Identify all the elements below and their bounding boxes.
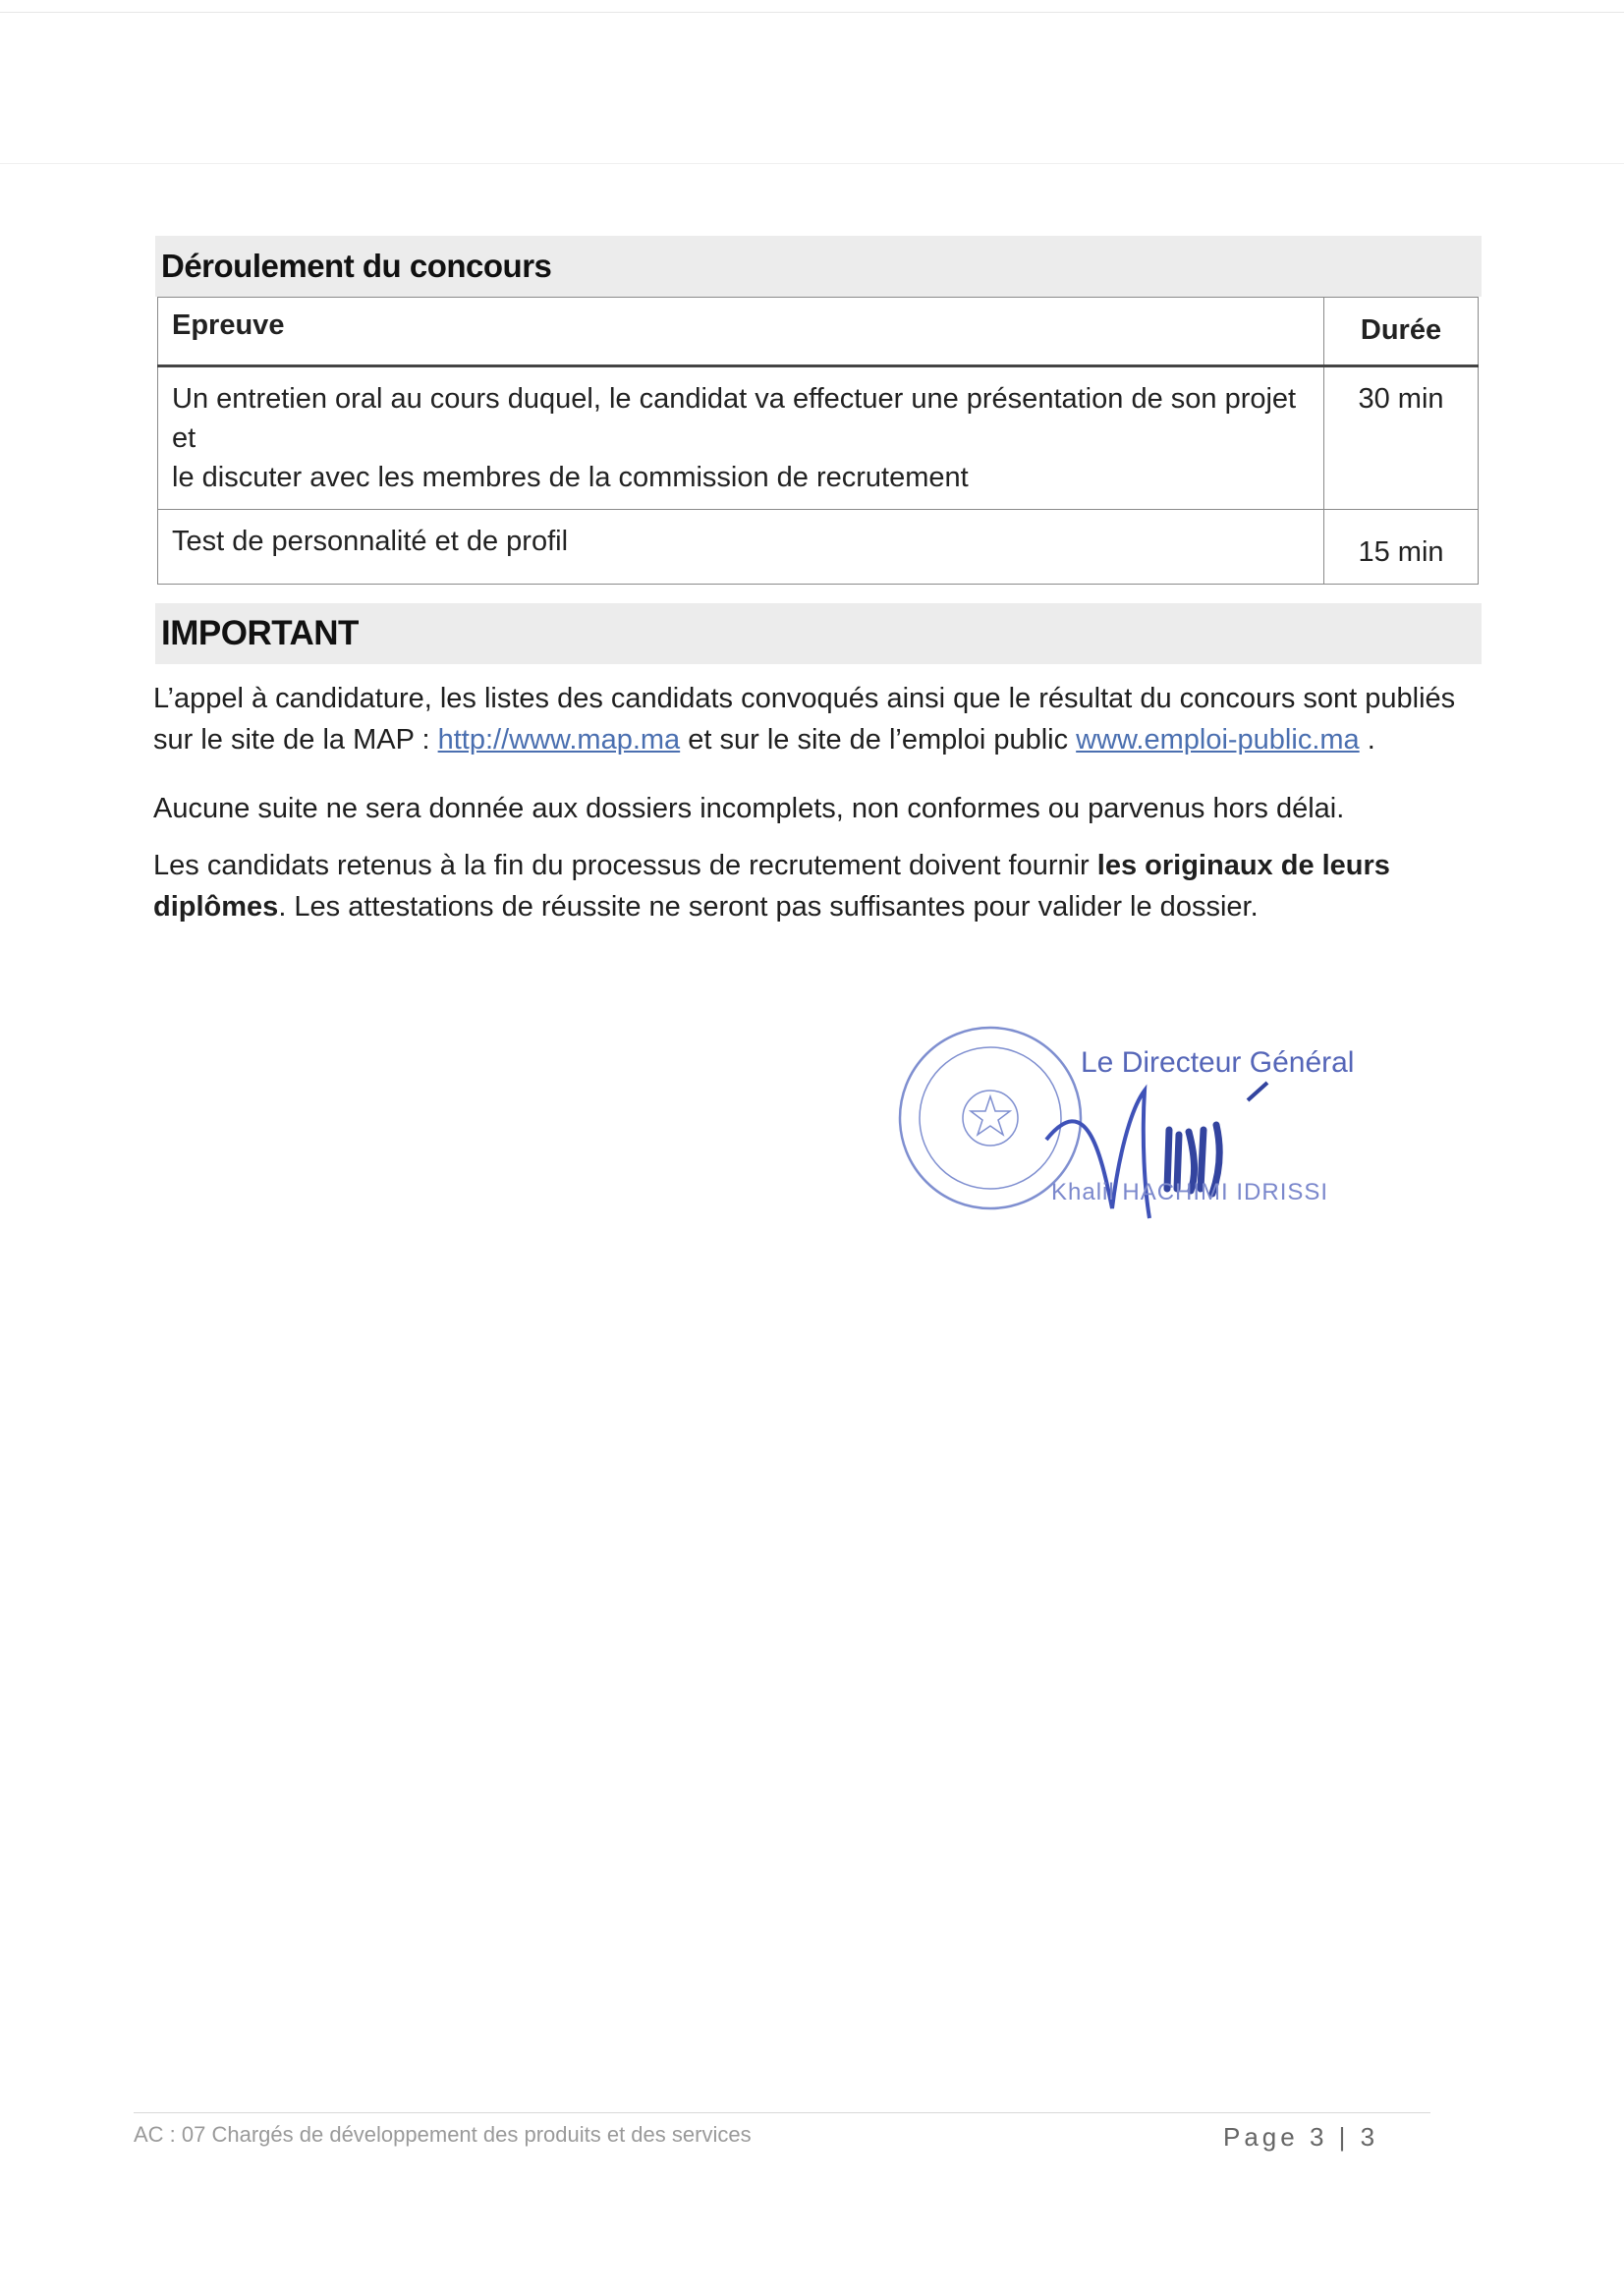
paragraph-text: . <box>1359 724 1375 756</box>
paragraph-text: L’appel à candidature, les listes des candidats convoqués ainsi que le résultat du concours sont publiés sur le site de la MAP : <box>153 683 1456 756</box>
top-rule <box>0 12 1624 13</box>
exam-table <box>157 297 1479 585</box>
paragraph-text: Les candidats retenus à la fin du processus de recrutement doivent fournir <box>153 850 1097 881</box>
footer-rule <box>134 2112 1430 2113</box>
duree-cell: 30 min <box>1324 366 1479 510</box>
footer-page-number: Page 3 | 3 <box>1223 2122 1379 2152</box>
epreuve-cell <box>158 366 1324 510</box>
epreuve-cell: Test de personnalité et de profil <box>158 510 1324 585</box>
header-epreuve: Epreuve <box>158 298 1324 366</box>
signatory-title: Le Directeur Général <box>1081 1046 1355 1079</box>
signatory-name: Khalil HACHIMI IDRISSI <box>1051 1179 1329 1205</box>
header-duree: Durée <box>1324 298 1479 366</box>
paragraph-dossiers: Aucune suite ne sera donnée aux dossiers incomplets, non conformes ou parvenus hors délai. <box>153 793 1345 824</box>
header-rule <box>0 163 1624 164</box>
bold-text: les originaux de leurs diplômes <box>153 850 1390 923</box>
duree-cell: 15 min <box>1324 510 1479 585</box>
footer-document-ref: AC : 07 Chargés de développement des produits et des services <box>134 2122 752 2147</box>
paragraph-publication <box>153 678 1482 760</box>
stamp-star-icon <box>971 1096 1010 1135</box>
paragraph-diplomes <box>153 845 1482 927</box>
table-header-row <box>158 298 1479 366</box>
stamp-center-ring <box>963 1091 1018 1146</box>
table-row <box>158 510 1479 585</box>
paragraph-text: et sur le site de l’emploi public <box>680 724 1077 756</box>
emploi-public-link[interactable]: www.emploi-public.ma <box>1076 724 1360 756</box>
section-title-important: IMPORTANT <box>155 603 1482 664</box>
epreuve-text-line2: le discuter avec les membres de la commission de recrutement <box>172 462 969 493</box>
map-link[interactable]: http://www.map.ma <box>437 724 681 756</box>
section-title-deroulement: Déroulement du concours <box>155 236 1482 297</box>
stamp-inner-ring <box>920 1047 1061 1189</box>
table-row <box>158 366 1479 510</box>
signature-dash <box>1248 1083 1267 1100</box>
paragraph-text: . Les attestations de réussite ne seront pas suffisantes pour valider le dossier. <box>278 891 1259 923</box>
signature-block <box>884 1022 1356 1228</box>
epreuve-text-line1: Un entretien oral au cours duquel, le candidat va effectuer une présentation de son projet et <box>172 383 1297 454</box>
